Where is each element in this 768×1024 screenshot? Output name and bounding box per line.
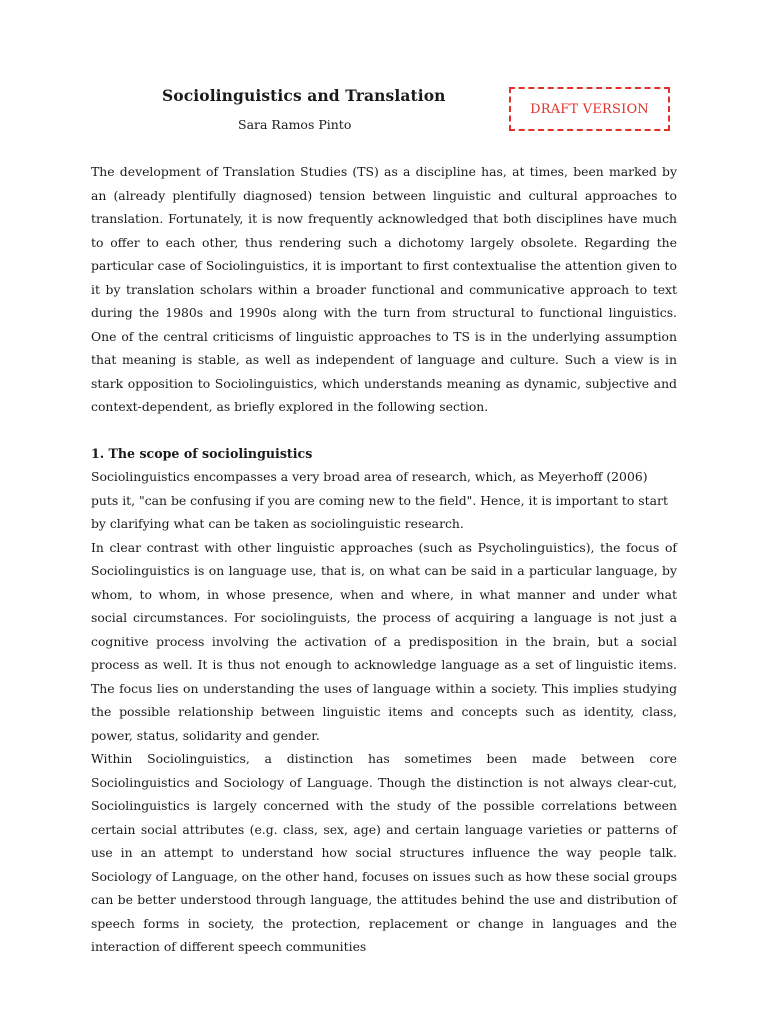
intro-paragraph: The development of Translation Studies (TS) as a discipline has, at times, been marked by an (already plentifully diagnosed) tension between linguistic and cultural approaches to translation. Fortunately, it is now frequently acknowledged that both disciplines have much to offer to each other, thus rendering such a dichotomy largely obsolete. Regarding the particular case of Sociolinguistics, it is important to first contextualise the attention given to it by translation scholars within a broader functional and communicative approach to text during the 1980s and 1990s along with the turn from structural to functional linguistics. One of the central criticisms of linguistic approaches to TS is in the underlying assumption that meaning is stable, as well as independent of language and culture. Such a view is in stark opposition to Sociolinguistics, which understands meaning as dynamic, subjective and context-dependent, as briefly explored in the following section. (91, 164, 677, 414)
paper-title: Sociolinguistics and Translation (162, 86, 446, 105)
draft-version-stamp (509, 87, 670, 131)
paper-body (91, 160, 677, 959)
section-paragraph: Sociolinguistics encompasses a very broad area of research, which, as Meyerhoff (2006) puts it, "can be confusing if you are coming new to the field". Hence, it is important to start by clarifying what can be taken as sociolinguistic research. (91, 469, 668, 531)
section-paragraph: In clear contrast with other linguistic approaches (such as Psycholinguistics), the focus of Sociolinguistics is on language use, that is, on what can be said in a particular language, by whom, to whom, in whose presence, when and where, in what manner and under what social circumstances. For sociolinguists, the process of acquiring a language is not just a cognitive process involving the activation of a predisposition in the brain, but a social process as well. It is thus not enough to acknowledge language as a set of linguistic items. The focus lies on understanding the uses of language within a society. This implies studying the possible relationship between linguistic items and concepts such as identity, class, power, status, solidarity and gender. (91, 539, 677, 743)
paper-author: Sara Ramos Pinto (238, 117, 352, 132)
section-paragraph: Within Sociolinguistics, a distinction has sometimes been made between core Sociolinguistics and Sociology of Language. Though the distinction is not always clear-cut, Sociolinguistics is largely concerned with the study of the possible correlations between certain social attributes (e.g. class, sex, age) and certain language varieties or patterns of use in an attempt to understand how social structures influence the way people talk. Sociology of Language, on the other hand, focuses on issues such as how these social groups can be better understood through language, the attitudes behind the use and distribution of speech forms in society, the protection, replacement or change in languages and the interaction of different speech communities (91, 751, 678, 954)
section-heading: 1. The scope of sociolinguistics (91, 445, 313, 461)
draft-version-label: DRAFT VERSION (530, 101, 649, 117)
